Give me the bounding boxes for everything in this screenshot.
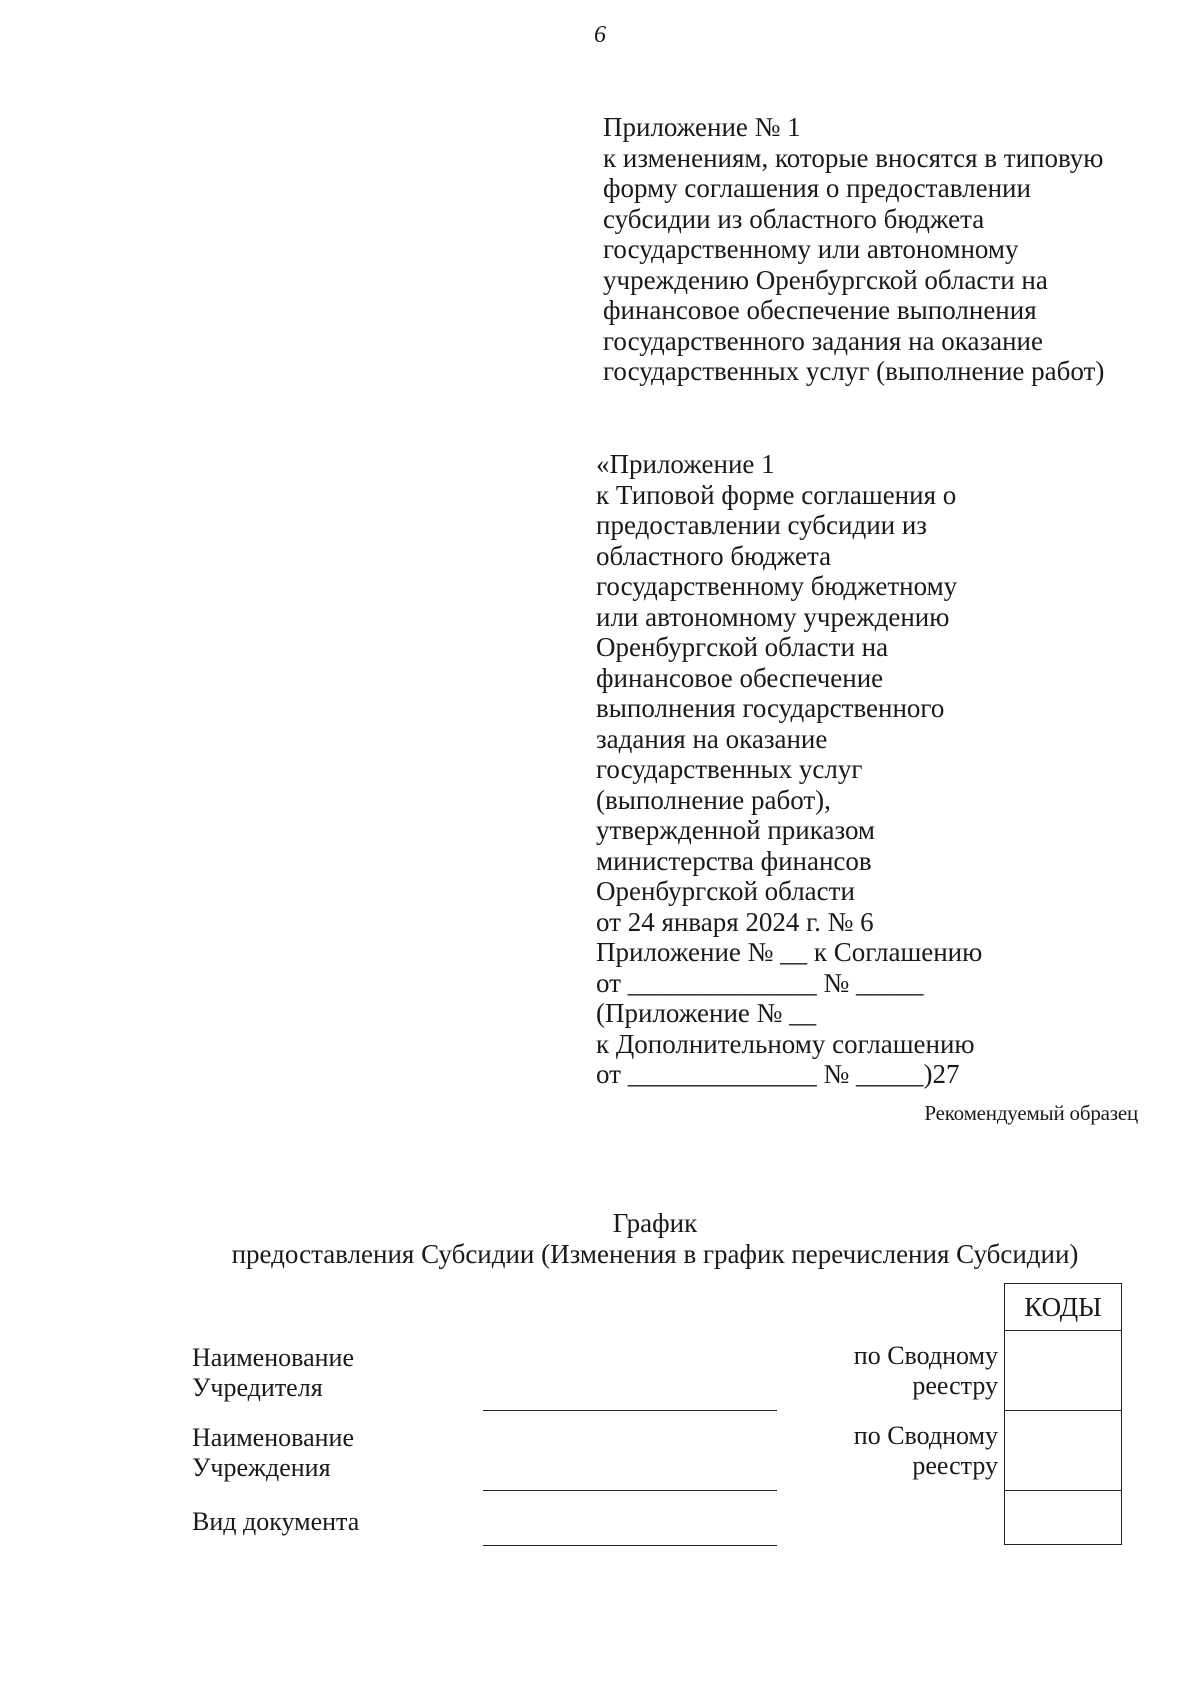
founder-name-label: Наименование Учредителя bbox=[192, 1343, 354, 1402]
annex-typical-line: министерства финансов bbox=[596, 845, 872, 876]
codes-header: КОДЫ bbox=[1005, 1284, 1122, 1331]
codes-table bbox=[1004, 1283, 1122, 1545]
annex-1-line: государственного задания на оказание bbox=[603, 325, 1043, 356]
annex-typical-line: выполнения государственного bbox=[596, 693, 945, 723]
annex-typical-line: «Приложение 1 bbox=[596, 449, 775, 479]
annex-typical-form-heading bbox=[596, 449, 1156, 1090]
annex-1-line: форму соглашения о предоставлении bbox=[603, 173, 1031, 203]
annex-typical-line: от ______________ № _____)27 bbox=[596, 1059, 960, 1089]
page-number: 6 bbox=[594, 22, 606, 48]
code-cell-institution[interactable] bbox=[1005, 1411, 1122, 1491]
annex-typical-line: предоставлении субсидии из bbox=[596, 510, 927, 540]
annex-1-line: к изменениям, которые вносятся в типовую bbox=[603, 142, 1104, 173]
annex-typical-line: к Дополнительному соглашению bbox=[596, 1028, 975, 1059]
registry-label-institution: по Сводному реестру bbox=[853, 1421, 998, 1480]
annex-1-line: субсидии из областного бюджета bbox=[603, 203, 985, 234]
annex-typical-line: Оренбургской области на bbox=[596, 632, 889, 662]
annex-1-line: учреждению Оренбургской области на bbox=[603, 264, 1048, 295]
founder-name-line[interactable] bbox=[483, 1410, 777, 1411]
code-cell-document-type[interactable] bbox=[1005, 1491, 1122, 1545]
annex-typical-line: (выполнение работ), bbox=[596, 784, 831, 815]
annex-typical-line: финансовое обеспечение bbox=[596, 662, 884, 693]
annex-typical-line: государственному бюджетному bbox=[596, 571, 958, 601]
annex-typical-line: утвержденной приказом bbox=[596, 815, 876, 845]
annex-typical-line: от 24 января 2024 г. № 6 bbox=[596, 906, 874, 937]
annex-1-line: государственному или автономному bbox=[603, 234, 1019, 264]
annex-typical-line: или автономному учреждению bbox=[596, 601, 950, 632]
schedule-subtitle: предоставления Субсидии (Изменения в график перечисления Субсидии) bbox=[231, 1239, 1079, 1269]
annex-typical-line: областного бюджета bbox=[596, 540, 832, 571]
document-type-label: Вид документа bbox=[192, 1507, 360, 1536]
annex-typical-line: Оренбургской области bbox=[596, 876, 855, 906]
annex-1-line: Приложение № 1 bbox=[603, 112, 801, 142]
annex-1-heading bbox=[603, 112, 1163, 387]
annex-1-line: финансовое обеспечение выполнения bbox=[603, 295, 1037, 325]
code-cell-founder[interactable] bbox=[1005, 1331, 1122, 1411]
schedule-title: График bbox=[612, 1208, 698, 1238]
document-type-line[interactable] bbox=[483, 1545, 777, 1546]
registry-label-founder: по Сводному реестру bbox=[853, 1341, 998, 1400]
recommended-sample-label: Рекомендуемый образец bbox=[924, 1101, 1138, 1125]
annex-typical-line: к Типовой форме соглашения о bbox=[596, 479, 957, 510]
annex-typical-line: (Приложение № __ bbox=[596, 998, 817, 1028]
annex-typical-line: Приложение № __ к Соглашению bbox=[596, 937, 983, 967]
annex-typical-line: государственных услуг bbox=[596, 754, 863, 784]
institution-name-line[interactable] bbox=[483, 1490, 777, 1491]
annex-1-line: государственных услуг (выполнение работ) bbox=[603, 356, 1105, 386]
schedule-title-block bbox=[0, 1208, 1200, 1270]
annex-typical-line: задания на оказание bbox=[596, 723, 828, 754]
institution-name-label: Наименование Учреждения bbox=[192, 1423, 354, 1482]
annex-typical-line: от ______________ № _____ bbox=[596, 967, 924, 998]
